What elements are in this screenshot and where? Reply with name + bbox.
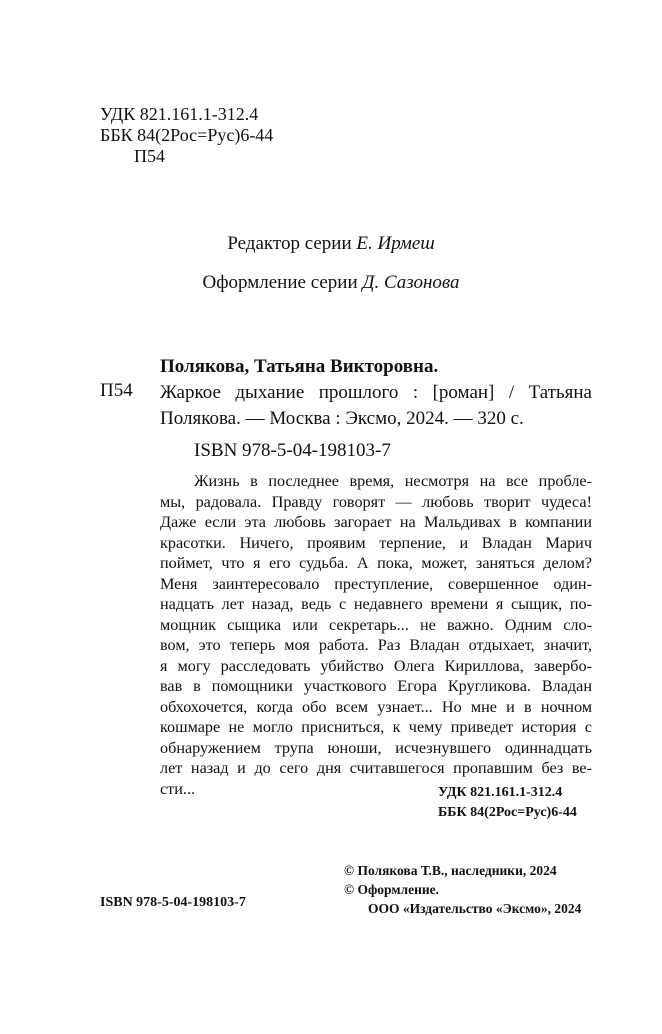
series-editor-label: Редактор серии (227, 233, 352, 254)
annotation-line: надцать лет назад, ведь с недавнего времени я сыщик, по- (160, 595, 592, 613)
author-heading: Полякова, Татьяна Викторовна. (160, 356, 439, 377)
series-editor (0, 233, 662, 255)
footer-classification (438, 783, 577, 823)
series-editor-name: Е. Ирмеш (356, 233, 435, 254)
annotation-line: кошмаре не могло присниться, к чему приведет история с (160, 718, 592, 736)
annotation-line: вав в помощники участкового Егора Кругликова. Владан (160, 677, 592, 695)
copyright-publisher: ООО «Издательство «Эксмо», 2024 (368, 901, 582, 916)
footer-isbn: ISBN 978-5-04-198103-7 (100, 895, 246, 910)
copyright-block (344, 861, 581, 918)
annotation-text (160, 471, 592, 799)
copyright-author: © Полякова Т.В., наследники, 2024 (344, 863, 557, 878)
footer-udk: УДК 821.161.1-312.4 (438, 785, 563, 800)
series-design (0, 272, 662, 294)
annotation-line: лет назад и до сего дня считавшегося пропавшим без ве- (160, 759, 592, 777)
isbn-record: ISBN 978-5-04-198103-7 (194, 440, 391, 461)
classification-block (100, 104, 273, 167)
annotation-line: Жизнь в последнее время, несмотря на все пробле- (194, 472, 592, 490)
annotation-line: Меня заинтересовало преступление, совершенное один- (160, 574, 592, 593)
annotation-line: вом, это теперь моя работа. Раз Владан отдыхает, значит, (160, 636, 592, 654)
annotation-line: я могу расследовать убийство Олега Кириллова, завербо- (160, 656, 592, 675)
author-mark: П54 (134, 146, 165, 166)
annotation-line: мощник сыщика или секретарь... не важно. Одним сло- (160, 615, 592, 634)
annotation-line: поймет, что я его судьба. А пока, может, заняться делом? (160, 554, 592, 572)
udk-code: УДК 821.161.1-312.4 (100, 104, 259, 124)
bbk-code: ББК 84(2Рос=Рус)6-44 (100, 125, 274, 145)
title-record (160, 380, 592, 432)
title-line-2: Полякова. — Москва : Эксмо, 2024. — 320 с. (160, 408, 524, 429)
annotation-line: Даже если эта любовь загорает на Мальдивах в компании (160, 513, 592, 531)
annotation-line: обхохочется, когда обо всем узнает... Но мне и в ночном (160, 697, 592, 716)
copyright-design: © Оформление. (344, 882, 440, 897)
annotation-line: обнаружением трупа юноши, исчезнувшего одиннадцать (160, 738, 592, 757)
annotation-line: сти... (160, 779, 196, 798)
record-code: П54 (100, 380, 133, 401)
annotation-line: мы, радовала. Правду говорят — любовь творит чудеса! (160, 492, 592, 511)
series-design-name: Д. Сазонова (362, 272, 460, 293)
annotation-line: красотки. Ничего, проявим терпение, и Владан Марич (160, 533, 592, 552)
title-line-1: Жаркое дыхание прошлого : [роман] / Татьяна (160, 382, 592, 403)
footer-bbk: ББК 84(2Рос=Рус)6-44 (438, 805, 577, 820)
series-design-label: Оформление серии (202, 272, 358, 293)
